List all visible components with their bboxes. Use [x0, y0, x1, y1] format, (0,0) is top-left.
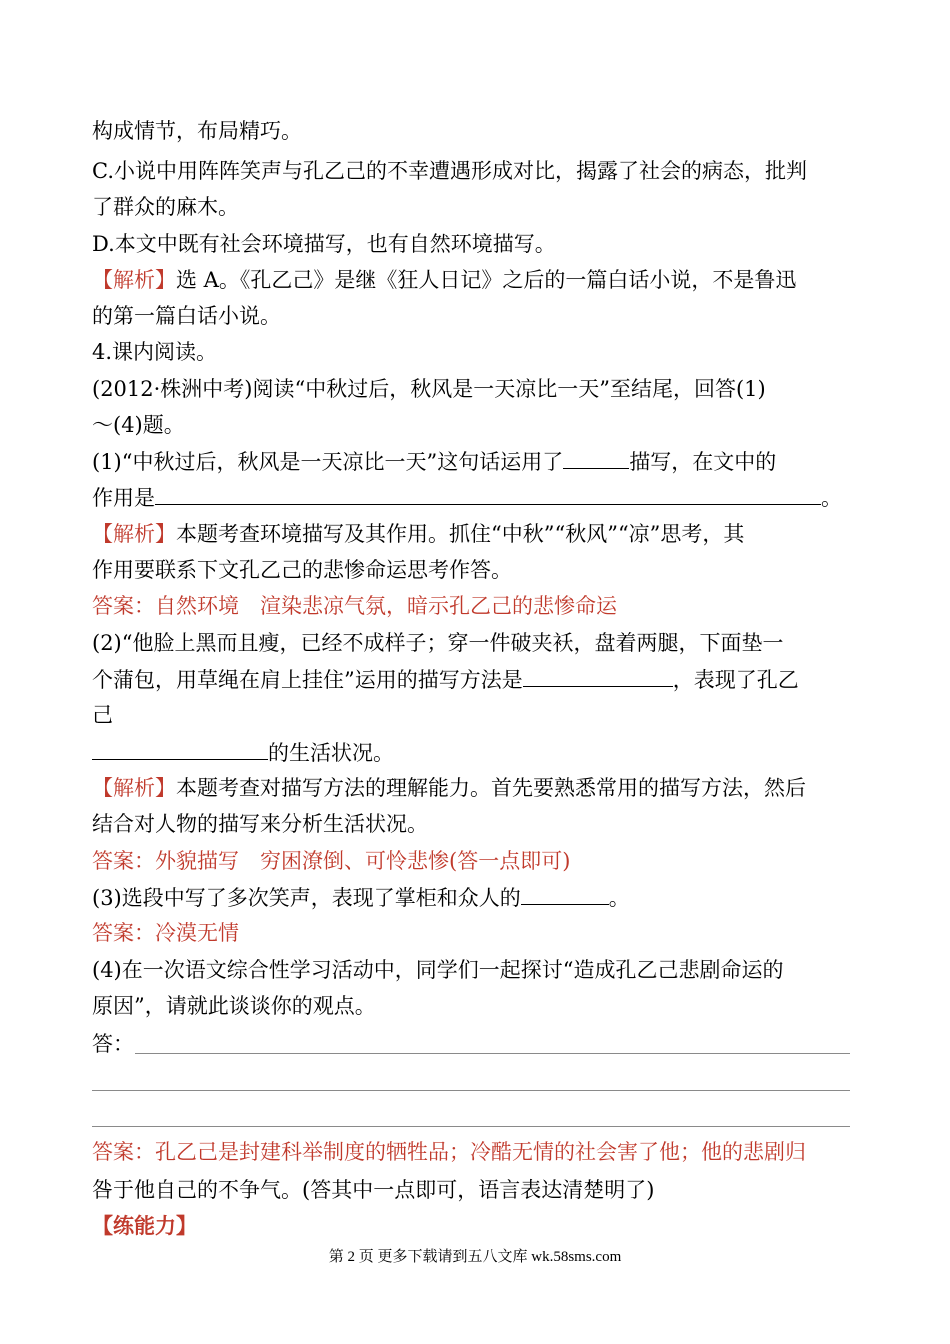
answer-blank[interactable] [523, 664, 673, 687]
answer-blank[interactable] [563, 446, 629, 469]
text-line: 个蒲包，用草绳在肩上挂住”运用的描写方法是 [92, 668, 523, 692]
answer-blank[interactable] [521, 882, 609, 905]
question-1 [92, 446, 776, 477]
answer-writing-line[interactable] [92, 1090, 850, 1091]
analysis-tag: 【解析】 [92, 776, 176, 800]
text-line: 咎于他自己的不争气。(答其中一点即可，语言表达清楚明了) [92, 1178, 655, 1202]
answer-label: 答： [92, 1032, 134, 1056]
text-line: ～(4)题。 [92, 413, 185, 437]
answer-line: 答案：孔乙己是封建科举制度的牺牲品；冷酷无情的社会害了他；他的悲剧归 [92, 1140, 806, 1164]
analysis-line [92, 265, 796, 295]
option-d: D.本文中既有社会环境描写，也有自然环境描写。 [92, 232, 556, 256]
text-line: 作用要联系下文孔乙己的悲惨命运思考作答。 [92, 558, 512, 582]
text-line: 的第一篇白话小说。 [92, 304, 281, 328]
text-line: 的生活状况。 [268, 741, 394, 765]
answer-line: 答案：冷漠无情 [92, 921, 239, 945]
page-footer: 第 2 页 更多下载请到五八文库 wk.58sms.com [328, 1249, 622, 1265]
text-line: 构成情节，布局精巧。 [92, 119, 302, 143]
answer-writing-line[interactable] [135, 1053, 850, 1054]
option-c: C.小说中用阵阵笑声与孔乙己的不幸遭遇形成对比，揭露了社会的病态，批判 [92, 159, 807, 183]
text-line: 了群众的麻木。 [92, 195, 239, 219]
analysis-line [92, 519, 744, 549]
text-line: 。 [608, 886, 630, 910]
analysis-line [92, 773, 806, 803]
analysis-text: 本题考查环境描写及其作用。抓住“中秋”“秋风”“凉”思考，其 [176, 522, 745, 546]
text-line: (3)选段中写了多次笑声，表现了掌柜和众人的 [92, 886, 521, 910]
analysis-text: 本题考查对描写方法的理解能力。首先要熟悉常用的描写方法，然后 [176, 776, 806, 800]
answer-line: 答案：自然环境 渲染悲凉气氛，暗示孔乙己的悲惨命运 [92, 594, 617, 618]
question-2: (2)“他脸上黑而且瘦，已经不成样子；穿一件破夹袄，盘着两腿，下面垫一 [92, 631, 784, 655]
section-heading: 【练能力】 [92, 1213, 197, 1238]
answer-blank[interactable] [92, 737, 268, 760]
question-3 [92, 882, 630, 913]
question-1-cont [92, 482, 842, 513]
analysis-text: 选 A。《孔乙己》是继《狂人日记》之后的一篇白话小说，不是鲁迅 [176, 268, 797, 292]
text-line: 原因”，请就此谈谈你的观点。 [92, 994, 376, 1018]
text-line: (2012·株洲中考)阅读“中秋过后，秋风是一天凉比一天”至结尾，回答(1) [92, 377, 766, 401]
analysis-tag: 【解析】 [92, 268, 176, 292]
question-1-text: (1)“中秋过后，秋风是一天凉比一天”这句话运用了 [92, 450, 564, 474]
answer-writing-line[interactable] [92, 1126, 850, 1127]
text-line: ，表现了孔乙 [672, 668, 799, 692]
text-line: 作用是 [92, 486, 155, 510]
question-2-end [92, 737, 394, 768]
text-line: 己 [92, 703, 113, 727]
question-1-text-end: 描写，在文中的 [629, 450, 777, 474]
answer-blank[interactable] [155, 482, 821, 505]
question-heading: 4.课内阅读。 [92, 340, 218, 364]
text-line: 。 [821, 486, 842, 510]
question-2-cont [92, 664, 799, 695]
answer-line: 答案：外貌描写 穷困潦倒、可怜悲惨(答一点即可) [92, 849, 571, 873]
question-4: (4)在一次语文综合性学习活动中，同学们一起探讨“造成孔乙己悲剧命运的 [92, 958, 784, 982]
analysis-tag: 【解析】 [92, 522, 176, 546]
text-line: 结合对人物的描写来分析生活状况。 [92, 812, 428, 836]
